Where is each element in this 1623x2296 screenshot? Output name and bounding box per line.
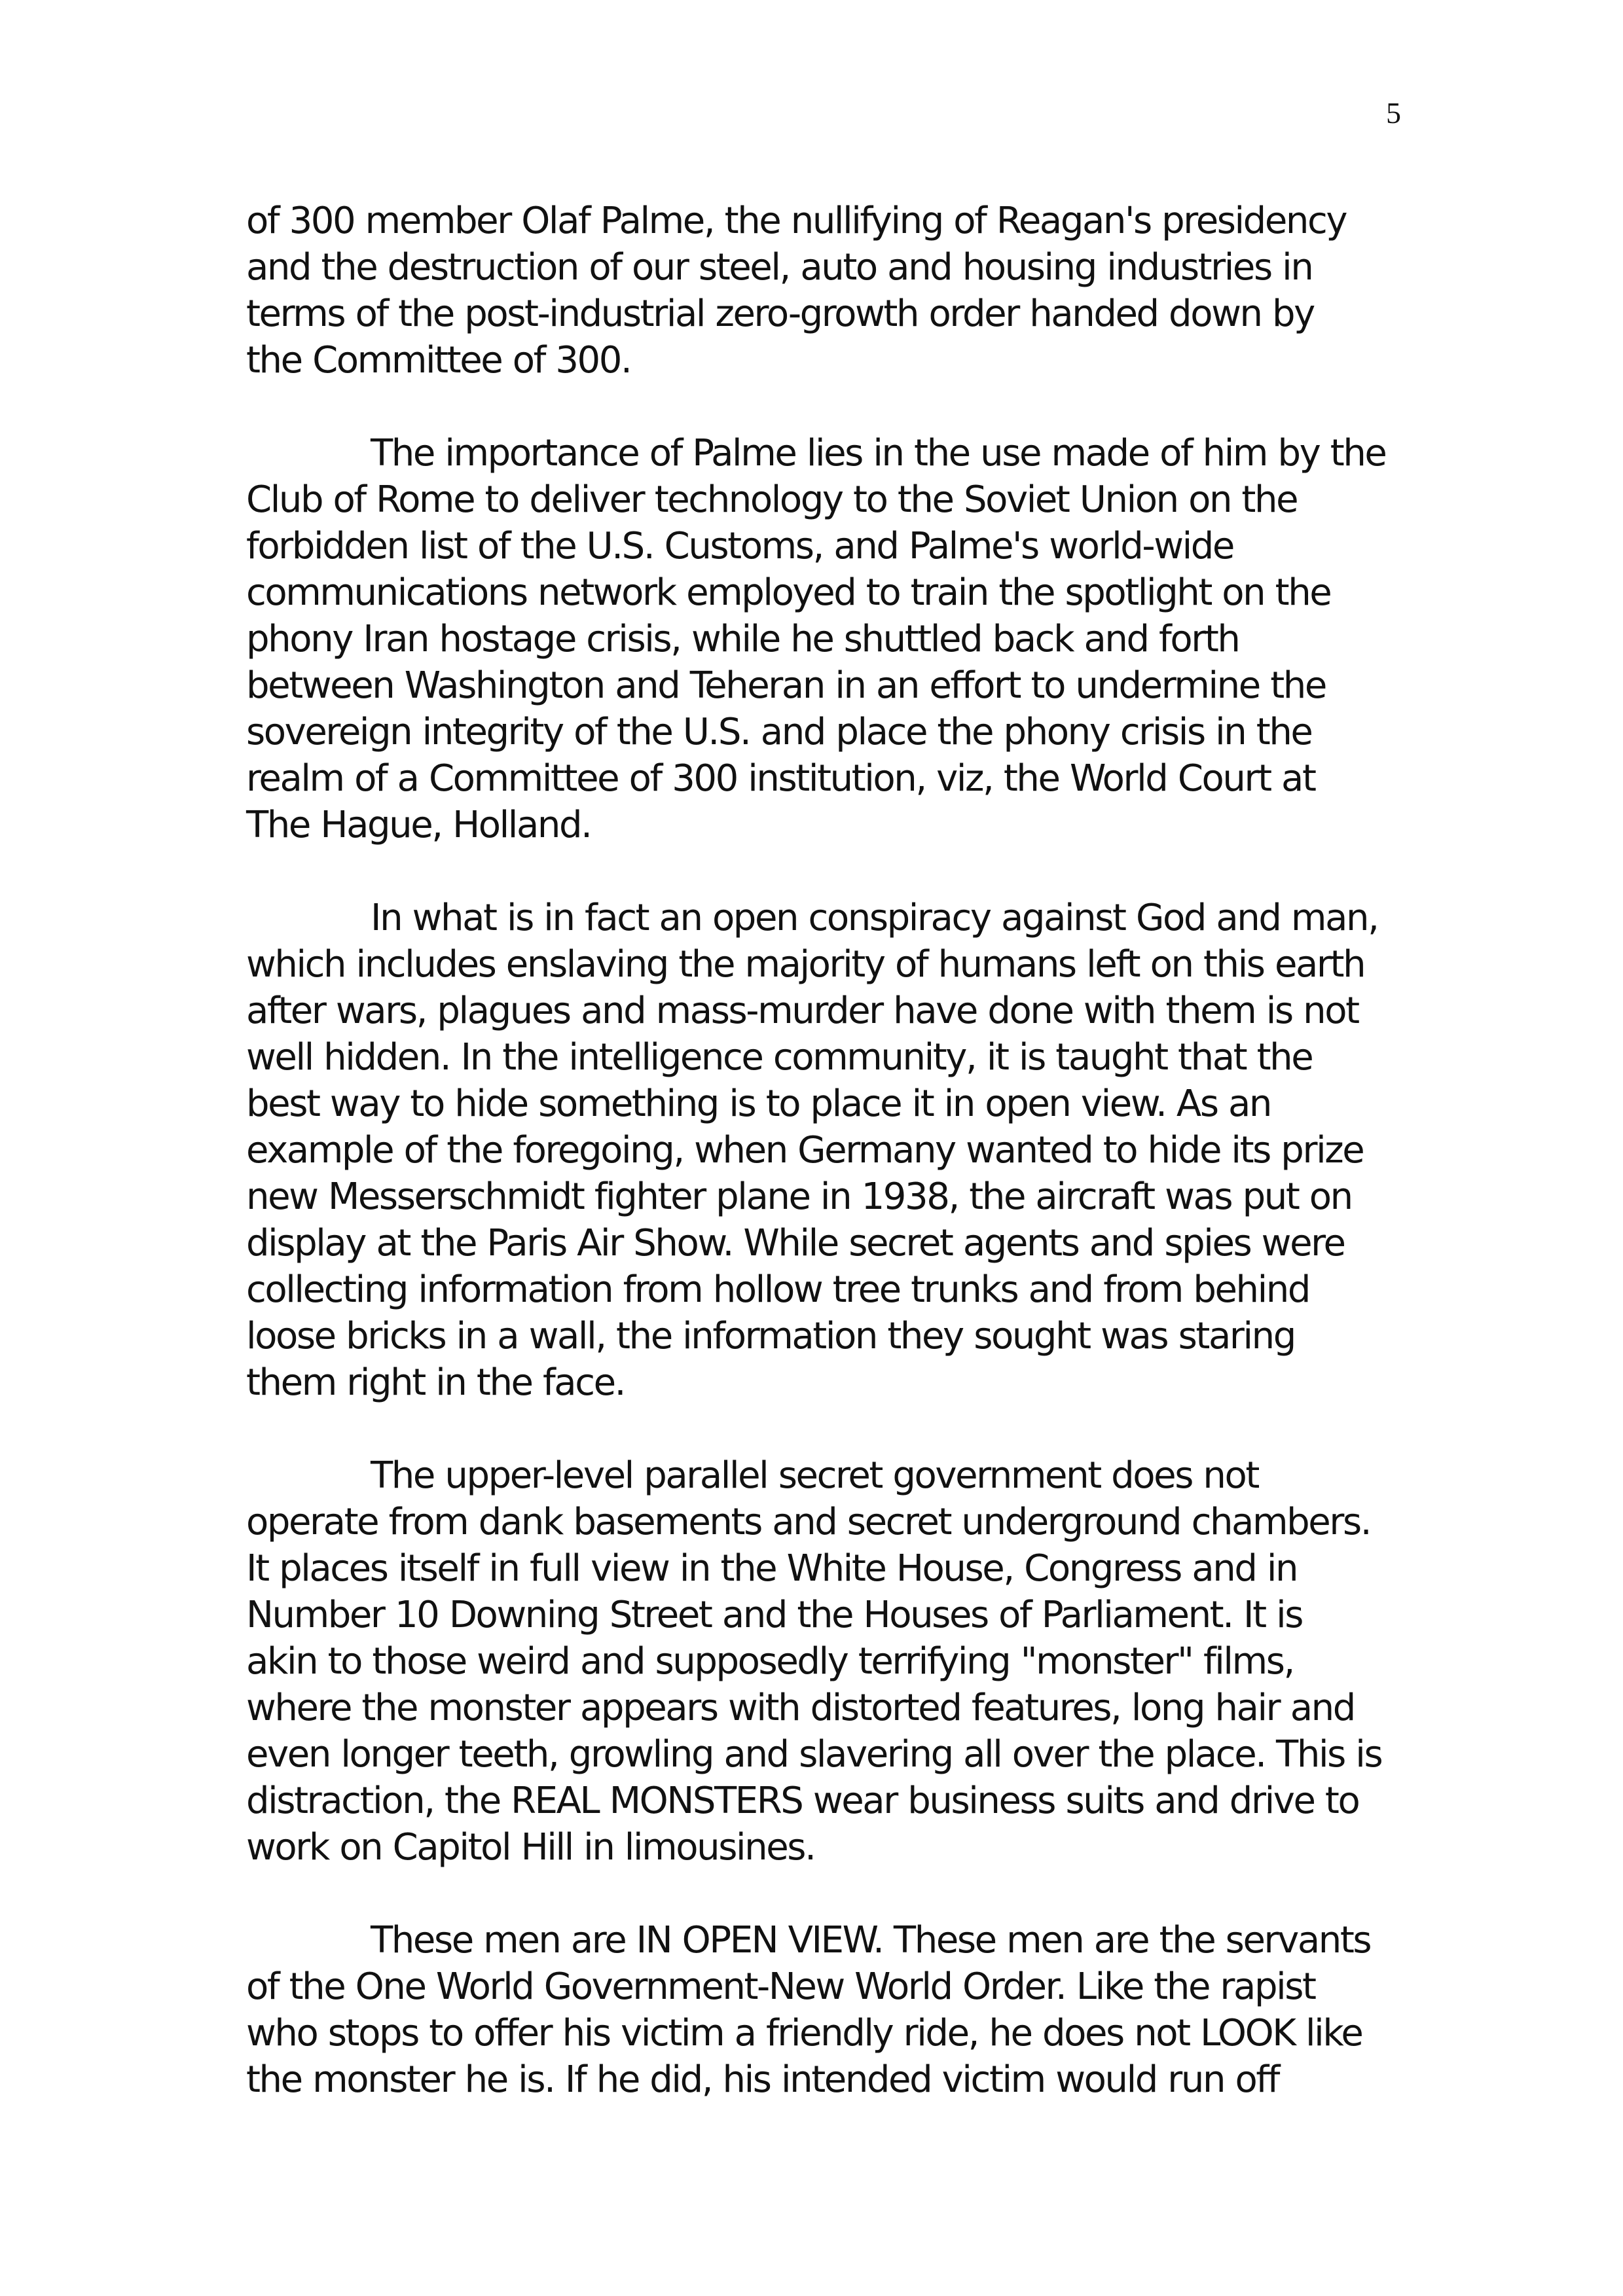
line-text: display at the Paris Air Show. While secret agents and spies were <box>246 1222 1345 1265</box>
text-line <box>246 802 1425 848</box>
text-line <box>246 1313 1425 1359</box>
line-text: sovereign integrity of the U.S. and place the phony crisis in the <box>246 711 1312 753</box>
line-text: and the destruction of our steel, auto and housing industries in <box>246 246 1313 289</box>
line-text: new Messerschmidt fighter plane in 1938, the aircraft was put on <box>246 1175 1352 1218</box>
line-text: Number 10 Downing Street and the Houses of Parliament. It is <box>246 1594 1303 1636</box>
line-text: which includes enslaving the majority of humans left on this earth <box>246 943 1365 986</box>
line-text: best way to hide something is to place it in open view. As an <box>246 1083 1271 1125</box>
text-line <box>246 2010 1425 2056</box>
line-text: who stops to offer his victim a friendly ride, he does not LOOK like <box>246 2012 1362 2054</box>
text-line <box>246 1452 1425 1499</box>
text-line <box>246 1499 1425 1545</box>
text-line <box>246 1592 1425 1638</box>
text-line <box>246 476 1425 523</box>
text-line <box>246 1731 1425 1778</box>
line-text: akin to those weird and supposedly terrifying "monster" films, <box>246 1640 1294 1683</box>
text-line <box>246 616 1425 662</box>
line-text: In what is in fact an open conspiracy against God and man, <box>371 897 1378 939</box>
line-text: well hidden. In the intelligence community, it is taught that the <box>246 1036 1313 1079</box>
line-text: after wars, plagues and mass-murder have done with them is not <box>246 990 1359 1032</box>
text-line <box>246 1174 1425 1220</box>
text-line <box>246 709 1425 755</box>
text-line <box>246 1917 1425 1964</box>
line-text: The upper-level parallel secret government does not <box>371 1454 1258 1497</box>
line-text: phony Iran hostage crisis, while he shuttled back and forth <box>246 618 1239 660</box>
text-line <box>246 291 1425 337</box>
text-line <box>246 1220 1425 1266</box>
text-line <box>246 1545 1425 1592</box>
text-line <box>246 988 1425 1034</box>
text-line <box>246 523 1425 569</box>
line-text: between Washington and Teheran in an effort to undermine the <box>246 664 1326 707</box>
line-text: of 300 member Olaf Palme, the nullifying of Reagan's presidency <box>246 200 1347 242</box>
line-text: communications network employed to train the spotlight on the <box>246 571 1331 614</box>
line-text: collecting information from hollow tree trunks and from behind <box>246 1268 1310 1311</box>
text-line <box>246 2056 1425 2103</box>
line-text: operate from dank basements and secret underground chambers. <box>246 1501 1371 1543</box>
line-text: These men are IN OPEN VIEW. These men are the servants <box>371 1919 1371 1962</box>
text-line <box>246 1638 1425 1685</box>
text-line <box>246 1964 1425 2010</box>
line-text: the Committee of 300. <box>246 339 631 382</box>
text-line <box>246 569 1425 616</box>
text-line <box>246 430 1425 476</box>
page-number: 5 <box>1386 96 1401 130</box>
text-line <box>246 941 1425 988</box>
text-line <box>246 895 1425 941</box>
text-line <box>246 1266 1425 1313</box>
line-text: The Hague, Holland. <box>246 804 591 846</box>
line-text: distraction, the REAL MONSTERS wear business suits and drive to <box>246 1780 1359 1822</box>
line-text: realm of a Committee of 300 institution, viz, the World Court at <box>246 757 1315 800</box>
line-text: the monster he is. If he did, his intended victim would run off <box>246 2058 1279 2101</box>
text-line <box>246 244 1425 291</box>
text-line <box>246 1824 1425 1871</box>
paragraph <box>246 895 1425 1406</box>
text-line <box>246 1359 1425 1406</box>
text-line <box>246 1081 1425 1127</box>
text-line <box>246 662 1425 709</box>
line-text: of the One World Government-New World Order. Like the rapist <box>246 1965 1315 2008</box>
line-text: loose bricks in a wall, the information they sought was staring <box>246 1315 1295 1357</box>
paragraph <box>246 1452 1425 1871</box>
body-text <box>246 198 1425 2149</box>
line-text: It places itself in full view in the White House, Congress and in <box>246 1547 1298 1590</box>
line-text: them right in the face. <box>246 1361 625 1404</box>
line-text: forbidden list of the U.S. Customs, and Palme's world-wide <box>246 525 1233 567</box>
paragraph <box>246 430 1425 848</box>
text-line <box>246 755 1425 802</box>
text-line <box>246 1127 1425 1174</box>
line-text: work on Capitol Hill in limousines. <box>246 1826 815 1869</box>
line-text: example of the foregoing, when Germany wanted to hide its prize <box>246 1129 1364 1172</box>
line-text: The importance of Palme lies in the use made of him by the <box>371 432 1386 475</box>
line-text: terms of the post-industrial zero-growth order handed down by <box>246 293 1314 335</box>
text-line <box>246 198 1425 244</box>
paragraph <box>246 1917 1425 2103</box>
line-text: even longer teeth, growling and slavering all over the place. This is <box>246 1733 1382 1776</box>
text-line <box>246 1685 1425 1731</box>
text-line <box>246 1778 1425 1824</box>
paragraph <box>246 198 1425 384</box>
line-text: Club of Rome to deliver technology to the Soviet Union on the <box>246 478 1298 521</box>
text-line <box>246 337 1425 384</box>
text-line <box>246 1034 1425 1081</box>
line-text: where the monster appears with distorted features, long hair and <box>246 1687 1355 1729</box>
